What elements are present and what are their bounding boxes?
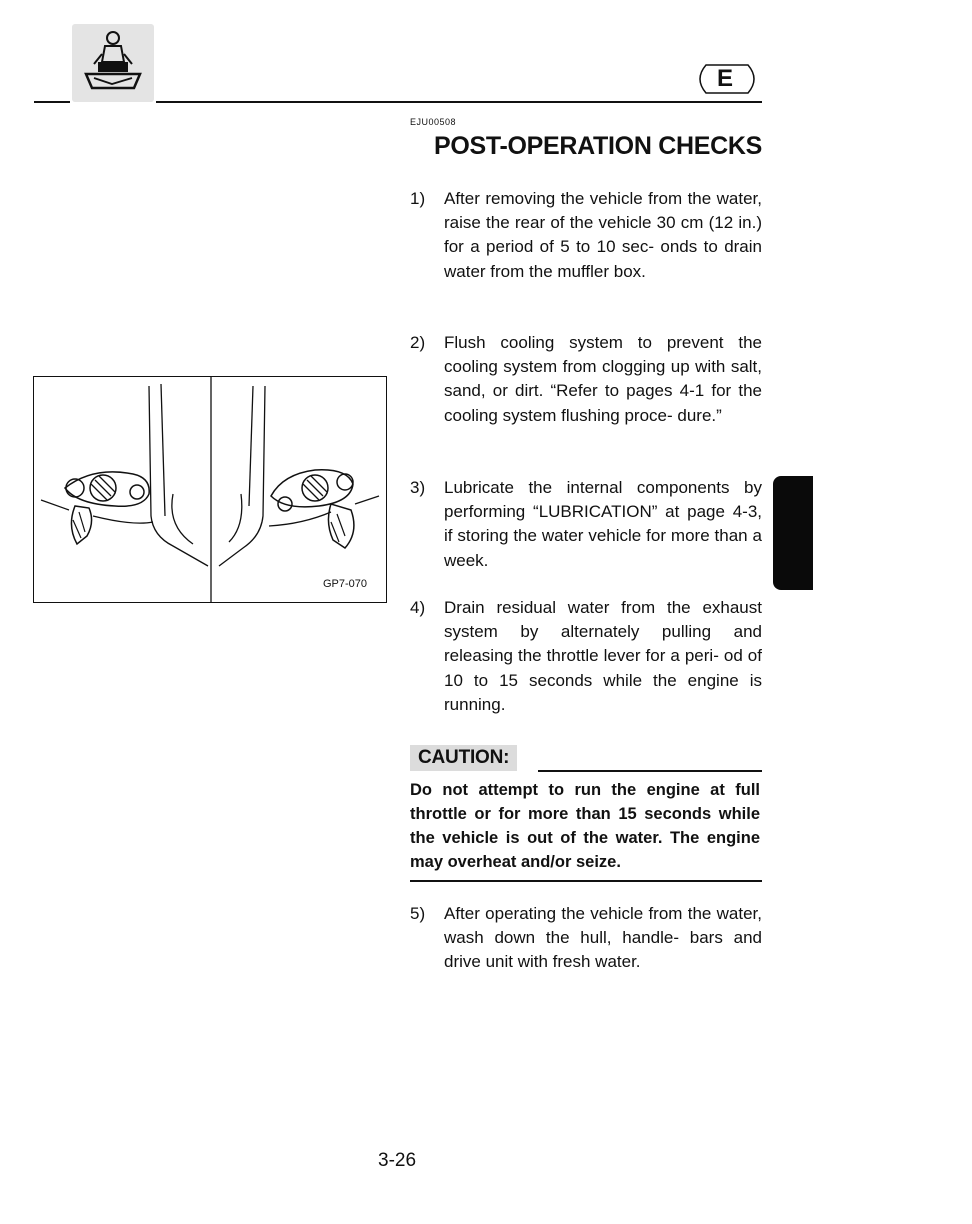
list-item — [410, 596, 762, 717]
step-text: After operating the vehicle from the water, wash down the hull, handle- bars and drive unit with fresh water. — [444, 904, 762, 972]
figure-label: GP7-070 — [323, 578, 368, 590]
section-thumb-tab — [773, 476, 813, 590]
caution-bottom-rule — [410, 880, 762, 882]
step-number: 1) — [410, 189, 426, 208]
section-code: EJU00508 — [410, 117, 457, 127]
step-number: 3) — [410, 478, 426, 497]
step-number: 2) — [410, 333, 426, 352]
step-text: Flush cooling system to prevent the cooling system from clogging up with salt, sand, or dirt. “Refer to pages 4-1 for the cooling system flushing proce- dure.” — [444, 333, 762, 425]
list-item — [410, 902, 762, 975]
language-marker: E — [716, 65, 733, 92]
caution-text: Do not attempt to run the engine at full throttle or for more than 15 seconds while the vehicle is out of the water. The engine may overheat and/or seize. — [410, 781, 760, 871]
list-item — [410, 331, 762, 428]
page-number: 3-26 — [378, 1150, 417, 1171]
list-item — [410, 476, 762, 573]
step-text: Drain residual water from the exhaust system by alternately pulling and releasing the throttle lever for a peri- od of 10 to 15 seconds while the engine is running. — [444, 598, 762, 714]
caution-heading: CAUTION: — [410, 745, 517, 771]
step-text: After removing the vehicle from the water, raise the rear of the vehicle 30 cm (12 in.) for a period of 5 to 10 sec- onds to drain water from the muffler box. — [444, 189, 762, 281]
drain-valve-illustration — [33, 376, 388, 604]
header-rule-left — [34, 101, 70, 103]
step-text: Lubricate the internal components by performing “LUBRICATION” at page 4-3, if storing the water vehicle for more than a week. — [444, 478, 762, 570]
page-title: POST-OPERATION CHECKS — [434, 132, 762, 160]
step-number: 5) — [410, 904, 426, 923]
caution-rule — [538, 770, 762, 772]
personal-watercraft-rider-icon — [72, 24, 154, 102]
list-item — [410, 187, 762, 284]
step-number: 4) — [410, 598, 426, 617]
header-rule-right — [156, 101, 762, 103]
